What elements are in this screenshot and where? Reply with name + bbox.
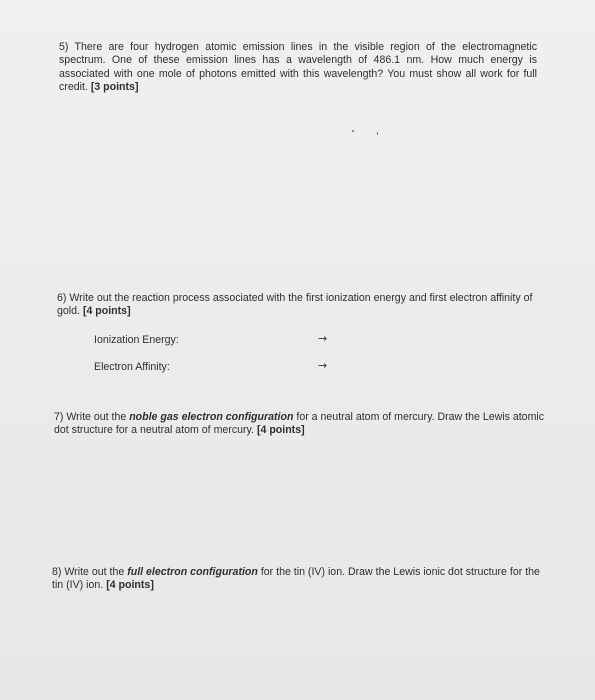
- question-7-number: 7): [54, 411, 64, 423]
- question-8-text-after: for the tin (IV) ion. Draw the Lewis ionic dot structure for the tin (IV) ion.: [52, 566, 540, 592]
- question-7-points: [4 points]: [256, 424, 305, 437]
- question-7-emphasis: noble gas electron configuration: [129, 411, 294, 423]
- pencil-mark: [352, 130, 354, 132]
- reaction-arrow-icon: →: [318, 332, 328, 345]
- reaction-arrow-icon: →: [318, 359, 328, 372]
- question-8-points: [4 points]: [106, 579, 154, 592]
- question-5: [59, 41, 537, 95]
- electron-affinity-label: Electron Affinity:: [94, 361, 170, 373]
- question-6: [57, 292, 547, 319]
- question-8-number: 8): [52, 566, 62, 578]
- question-5-number: 5): [59, 41, 69, 53]
- question-7-text-before: Write out the: [66, 411, 127, 423]
- question-8-emphasis: full electron configuration: [127, 566, 258, 578]
- question-8-text-before: Write out the: [64, 566, 125, 578]
- pencil-mark: [377, 132, 378, 135]
- question-6-text: Write out the reaction process associated with the first ionization energy and first electron affinity of gold.: [57, 292, 533, 318]
- question-6-points: [4 points]: [82, 305, 131, 318]
- question-5-points: [3 points]: [90, 81, 139, 94]
- question-7-text-after: for a neutral atom of mercury. Draw the Lewis atomic dot structure for a neutral atom of mercury.: [54, 411, 545, 437]
- question-8: [52, 566, 552, 593]
- question-6-number: 6): [57, 292, 67, 304]
- question-7: [54, 411, 548, 438]
- question-5-text: There are four hydrogen atomic emission lines in the visible region of the electromagnetic spectrum. One of these emission lines has a wavelength of 486.1 nm. How much energy is associated with one mole of photons emitted with this wavelength? You must show all work for full credit.: [59, 41, 537, 94]
- ionization-energy-label: Ionization Energy:: [94, 334, 179, 346]
